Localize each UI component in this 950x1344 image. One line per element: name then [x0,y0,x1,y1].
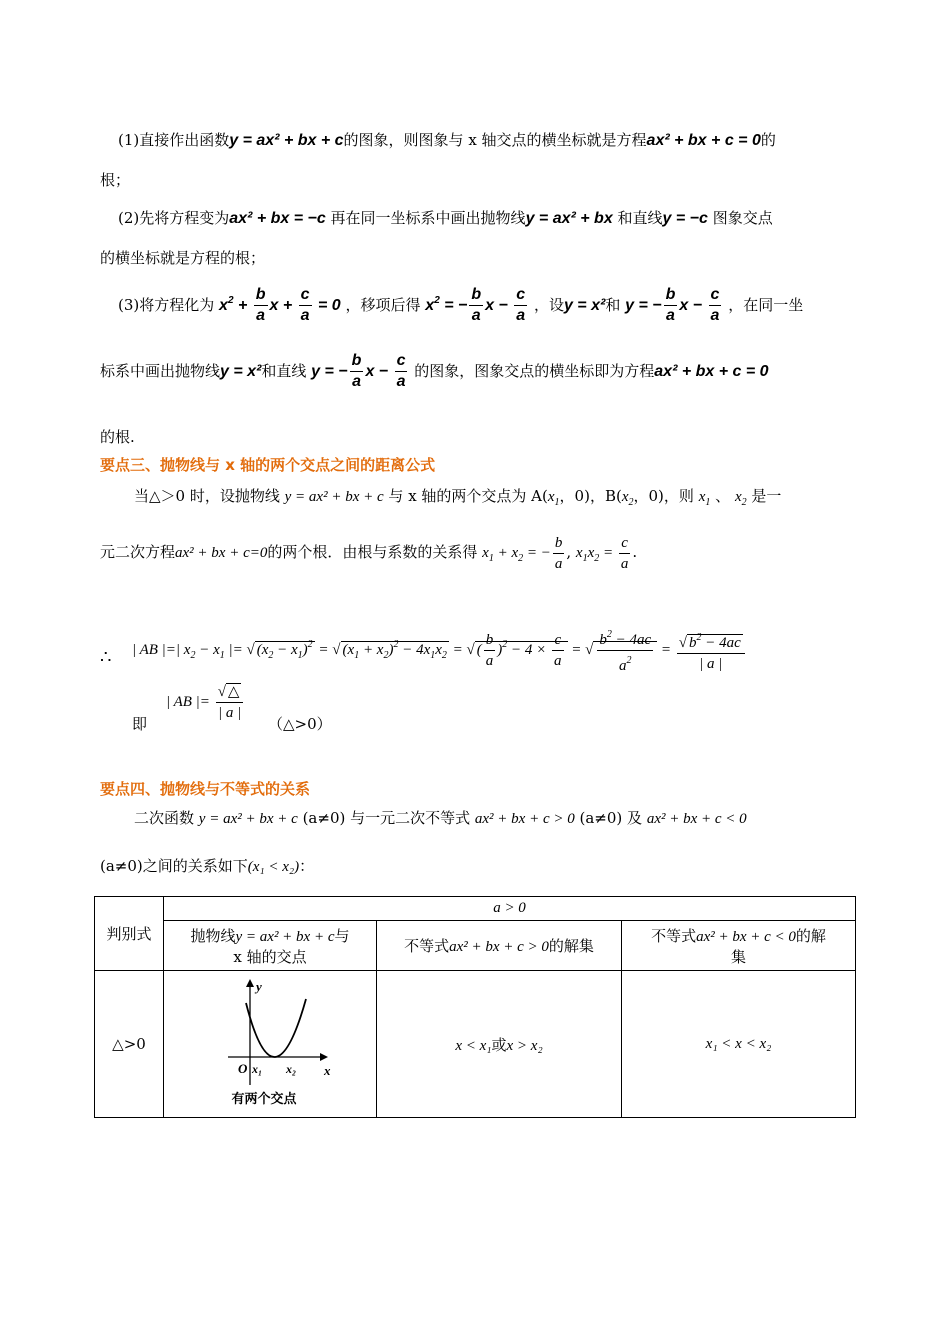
th-discriminant: 判别式 [95,897,164,971]
p3-formula-y: y = x² [563,297,606,314]
th-col1-c: x 轴的交点 [233,947,307,966]
p1-formula: y = ax² + bx + c [229,132,344,149]
s3-line1 [134,486,781,513]
s3-therefore: ∴ [100,647,112,668]
row1-discriminant: △>0 [95,971,164,1118]
row1-ineq1: x < x₁ [455,1037,492,1054]
p3-text3: ，设 [533,296,564,314]
row1-solution-lt: x₁ < x < x₂ [622,971,856,1118]
graph-caption: 有两个交点 [231,1092,297,1107]
th-col2-a: 不等式 [404,937,450,955]
p3-cont4: 的根. [100,428,135,446]
s4-cond: (x₁ < x₂) [247,859,300,875]
p3-formula-eq: ax² + bx + c = 0 [654,363,769,380]
th-col1-formula: y = ax² + bx + c [235,928,335,945]
graph-parabola [246,999,306,1057]
p2-line [118,208,773,229]
p3-eq2: $x^2$ = − $\frac{b}{a}$ x − $\frac{c}{a}$ [425,286,526,325]
p3-line2 [100,350,769,393]
section4-heading: 要点四、抛物线与不等式的关系 [100,780,311,798]
graph-y-arrow [246,979,254,987]
s3-vieta-sum: $x_1 + x_2$ = − $\frac{b}{a}$ [482,535,563,573]
p3-cont3: 的图象，图象交点的横坐标即为方程 [414,362,655,380]
p3-formula-y2: y = x² [220,363,262,380]
s3-x1: $x_1$ [547,489,560,508]
p1-text3: 的 [760,131,776,149]
p3-text5: ，在同一坐 [728,296,804,314]
p2-formula3: y = −c [662,210,708,227]
p1-formula2: ax² + bx + c = 0 [646,132,761,149]
p2-cont: 的横坐标就是方程的根； [100,249,266,267]
s3-formula2: ax² + bx + c=0 [175,545,268,561]
p3-line [118,280,803,327]
s3-distance-derivation: | AB |=| $x_2 - x_1$ |= √ $(x_2 - x_1)^2$ = √ $(x_1 + x_2)^2 - 4x_1x_2$ = √ ( $\frac{b}{a}$ )$^2$ − 4 × $\frac{c}{a}$ = √ $\frac{b^2 - 4ac}{a^2}$ = $\frac{√ b^2 - 4ac}{| a |}$ [132,620,747,681]
p1-line [118,130,776,151]
p1-label: (1)直接作出函数 [118,131,230,149]
th-solution-lt [622,921,856,971]
s4-line2 [100,856,314,877]
th-col2-b: 的解集 [548,937,594,955]
s4-ineq2: ax² + bx + c < 0 [646,811,747,827]
s3-line1a: 当△＞0 时，设抛物线 [134,487,280,505]
s4-line1c: (a≠0) 及 [579,809,643,827]
p2-text2: 再在同一坐标系中画出抛物线 [330,209,526,227]
graph-x-label: x [324,1063,331,1078]
s3-line2a: 元二次方程 [100,543,176,561]
p3-text2: ，移项后得 [345,296,421,314]
s3-line1d: ，0)，则 [633,487,694,505]
graph-y-label: y [256,979,262,994]
s3-x2: $x_2$ [621,489,634,508]
s4-formula: y = ax² + bx + c [198,811,298,827]
th-solution-gt [377,921,622,971]
s4-line2b: ： [299,857,315,875]
s3-x2b: $x_2$ [734,489,747,508]
p3-eq4: y = − $\frac{b}{a}$ x − $\frac{c}{a}$ [311,352,406,391]
s3-line1b: 与 x 轴的两个交点为 A( [388,487,548,505]
th-col3-b: 的解 [795,926,826,945]
s3-line1f: 是一 [751,487,782,505]
p3-cont2: 和直线 [261,362,307,380]
s4-line1a: 二次函数 [134,809,195,827]
p1-cont: 根； [100,171,131,189]
p3-text4: 和 [605,296,621,314]
s3-line1e: 、 [715,487,731,505]
p3-cont1: 标系中画出抛物线 [100,362,221,380]
graph-x2-label: x₂ [286,1062,297,1076]
section3-heading: 要点三、抛物线与 x 轴的两个交点之间的距离公式 [100,456,436,474]
graph-x-arrow [320,1053,328,1061]
p1-text2: 的图象，则图象与 x 轴交点的横坐标就是方程 [343,131,647,149]
th-col3-formula: ax² + bx + c < 0 [696,928,796,945]
relation-table [94,896,856,1118]
s3-result: | AB |= $\frac{√ \triangle}{| a |}$ [166,680,245,724]
p2-label: (2)先将方程变为 [118,209,230,227]
graph-x1-label: x₁ [252,1062,263,1076]
s3-line2b: 的两个根．由根与系数的关系得 [267,543,478,561]
th-col2-formula: ax² + bx + c > 0 [449,939,549,955]
s3-cond: （△>0） [268,715,332,733]
s4-line1b: (a≠0) 与一元二次不等式 [302,809,471,827]
row1-graph-cell [164,971,377,1118]
s3-vieta-prod: $x_1x_2$ = $\frac{c}{a}$ [575,535,629,573]
s3-line2: 元二次方程ax² + bx + c=0的两个根．由根与系数的关系得 $x_1 + x_2$ = − $\frac{b}{a}$ , $x_1x_2$ = $\frac{c}{a}$ . [100,535,638,573]
graph-origin-label: O [238,1061,248,1076]
s3-ji: 即 [132,715,148,733]
parabola-graph [200,973,340,1111]
s4-line2a: (a≠0)之间的关系如下 [100,857,248,875]
th-a-positive: a > 0 [164,897,856,921]
s3-formula: y = ax² + bx + c [284,489,384,505]
s3-x1b: $x_1$ [698,489,711,508]
p3-eq3: y = − $\frac{b}{a}$ x − $\frac{c}{a}$ [625,286,720,325]
p2-text3: 和直线 [617,209,663,227]
row1-solution-gt [377,971,622,1118]
th-col1-a: 抛物线 [190,926,236,945]
th-col1-b: 与 [334,926,350,945]
th-intersections [164,921,377,971]
row1-or: 或 [491,1035,507,1054]
p2-formula2: y = ax² + bx [525,210,613,227]
s4-ineq1: ax² + bx + c > 0 [474,811,575,827]
row1-ineq2: x > x₂ [506,1037,543,1054]
s4-line1 [134,808,747,829]
p2-formula: ax² + bx = −c [229,210,326,227]
p2-text4: 图象交点 [712,209,773,227]
s3-line1c: ，0)，B( [559,487,622,505]
p3-label: (3)将方程化为 [118,296,215,314]
th-col3-c: 集 [730,947,746,966]
th-col3-a: 不等式 [651,926,697,945]
p3-eq1: $x^2$ + $\frac{b}{a}$ x + $\frac{c}{a}$ = 0 [219,286,341,325]
